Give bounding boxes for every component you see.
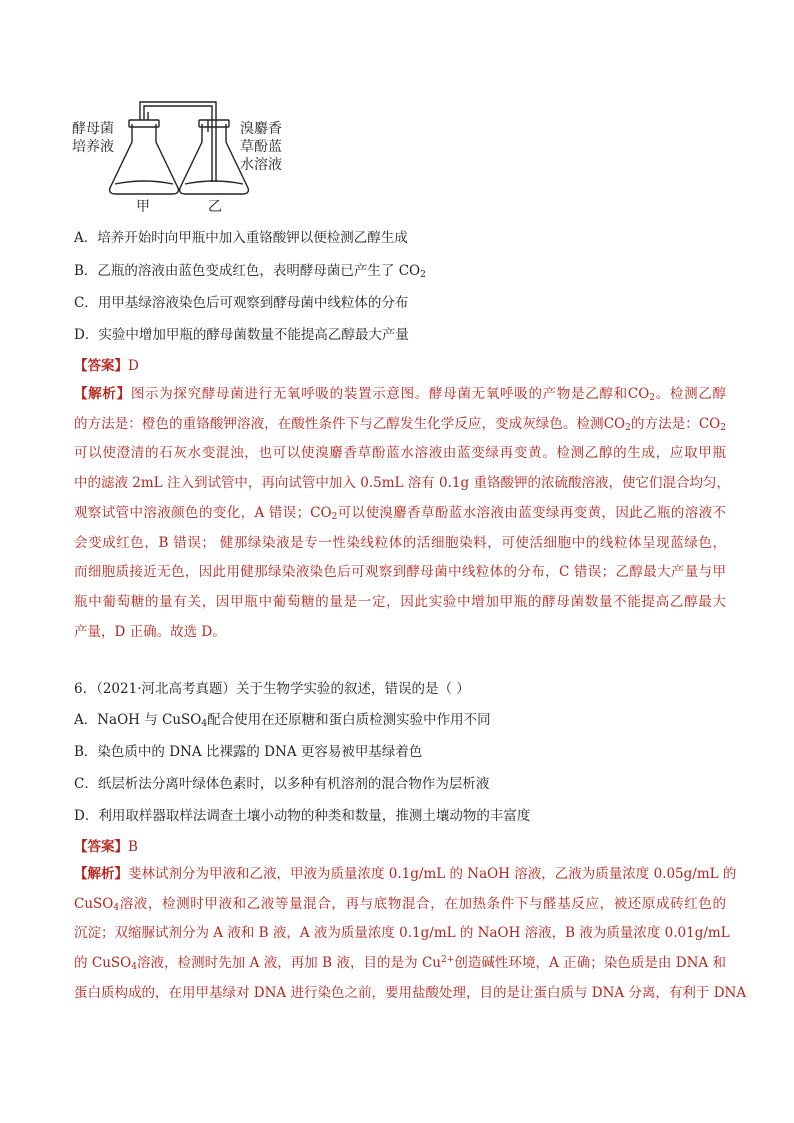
q5-option-d: D．实验中增加甲瓶的酵母菌数量不能提高乙醇最大产量: [74, 327, 409, 343]
subscript: 2: [625, 422, 631, 433]
figure-label-bromothymol: [240, 120, 282, 174]
analysis-line: 产量，D 正确。故选 D。: [74, 623, 226, 640]
analysis-line: [74, 410, 726, 440]
apparatus-figure: [70, 92, 300, 222]
q5-analysis: [74, 380, 730, 647]
flask-label-b: 乙: [208, 199, 222, 215]
answer-tag: 【答案】: [74, 839, 128, 855]
analysis-line: 会变成红色，B 错误； 健那绿染液是专一性染线粒体的活细胞染料，可使活细胞中的线粒体呈现蓝绿色，: [74, 534, 726, 551]
q6-option-a: [74, 711, 491, 729]
text: 配合使用在还原糖和蛋白质检测实验中作用不同: [207, 712, 491, 728]
text: 斐林试剂分为甲液和乙液，甲液为质量浓度 0.1g/mL 的 NaOH 溶液，乙液为质量浓度 0.05g/mL 的: [128, 866, 737, 882]
text: 观察试管中溶液颜色的变化，A 错误；CO: [74, 504, 332, 521]
label-line: 草酚蓝: [240, 139, 282, 155]
analysis-line: 中的滤液 2mL 注入到试管中，再向试管中加入 0.5mL 溶有 0.1g 重铬酸钾的浓硫酸溶液，使它们混合均匀，: [74, 475, 730, 492]
text: A．NaOH 与 CuSO: [74, 712, 202, 728]
text: 的方法是：CO: [630, 415, 721, 432]
subscript: 2: [649, 393, 655, 403]
superscript: 2+: [441, 955, 455, 966]
q5-option-a: A．培养开始时向甲瓶中加入重铬酸钾以便检测乙醇生成: [74, 230, 408, 246]
text: 可以使溴麝香草酚蓝水溶液由蓝变绿再变黄，因此乙瓶的溶液不: [337, 504, 727, 521]
analysis-line: 可以使澄清的石灰水变混浊，也可以使溴麝香草酚蓝水溶液由蓝变绿再变黄。检测乙醇的生成，应取甲瓶: [74, 445, 726, 462]
analysis-line: [74, 380, 726, 410]
analysis-line: 而细胞质接近无色，因此用健那绿染液染色后可观察到酵母菌中线粒体的分布，C 错误；乙醇最大产量与甲: [74, 564, 726, 581]
text: 的方法是：橙色的重铬酸钾溶液，在酸性条件下与乙醇发生化学反应，变成灰绿色。检测CO: [74, 415, 626, 432]
analysis-line: [74, 949, 726, 979]
text: 创造碱性环境，A 正确；染色质是由 DNA 和: [454, 955, 726, 972]
q6-answer: [74, 838, 138, 856]
label-line: 水溶液: [240, 157, 282, 173]
q6-option-b: B．染色质中的 DNA 比裸露的 DNA 更容易被甲基绿着色: [74, 744, 423, 760]
subscript: 2: [720, 422, 726, 433]
subscript: 4: [131, 962, 137, 973]
label-line: 酵母菌: [72, 121, 114, 137]
q5-option-c: C．用甲基绿溶液染色后可观察到酵母菌中线粒体的分布: [74, 295, 409, 311]
text: CuSO: [74, 895, 114, 912]
q6-stem: 6．（2021·河北高考真题）关于生物学实验的叙述，错误的是（ ）: [74, 681, 470, 697]
answer-value: D: [128, 358, 139, 374]
text: 溶液，检测时甲液和乙液等量混合，再与底物混合，在加热条件下与醛基反应，被还原成砖红色的: [119, 895, 726, 912]
subscript: 2: [331, 511, 338, 522]
subscript: 4: [201, 719, 208, 729]
q6-analysis: [74, 860, 747, 1009]
q5-option-b: [74, 262, 426, 280]
flask-label-a: 甲: [136, 199, 150, 215]
subscript: 4: [113, 902, 120, 913]
text: 图示为探究酵母菌进行无氧呼吸的装置示意图。酵母菌无氧呼吸的产物是乙醇和CO: [130, 386, 650, 402]
label-line: 培养液: [72, 139, 114, 155]
analysis-line: 蛋白质构成的，在用甲基绿对 DNA 进行染色之前，要用盐酸处理，目的是让蛋白质与 DNA 分离，有利于 DNA: [74, 984, 747, 1001]
option-text: B．乙瓶的溶液由蓝色变成红色，表明酵母菌已产生了 CO: [74, 263, 421, 279]
subscript: 2: [420, 270, 426, 280]
analysis-line: [74, 890, 726, 920]
q6-option-d: D．利用取样器取样法调查土壤小动物的种类和数量，推测土壤动物的丰富度: [74, 808, 531, 824]
q6-option-c: C．纸层析法分离叶绿体色素时，以多种有机溶剂的混合物作为层析液: [74, 776, 490, 792]
analysis-line: [74, 860, 737, 890]
q5-answer: [74, 357, 139, 375]
analysis-tag: 【解析】: [74, 386, 131, 402]
analysis-line: 沉淀；双缩脲试剂分为 A 液和 B 液，A 液为质量浓度 0.1g/mL 的 NaOH 溶液，B 液为质量浓度 0.01g/mL: [74, 925, 730, 942]
label-line: 溴麝香: [240, 121, 282, 137]
text: 。检测乙醇: [655, 386, 727, 402]
text: 的 CuSO: [74, 955, 132, 972]
text: 溶液，检测时先加 A 液，再加 B 液，目的是为 Cu: [136, 955, 441, 972]
answer-tag: 【答案】: [74, 358, 128, 374]
answer-value: B: [128, 839, 138, 855]
analysis-line: 瓶中葡萄糖的量有关，因甲瓶中葡萄糖的量是一定，因此实验中增加甲瓶的酵母菌数量不能提高乙醇最大: [74, 593, 726, 610]
figure-label-yeast: [72, 120, 114, 156]
analysis-tag: 【解析】: [74, 866, 128, 882]
analysis-line: [74, 499, 726, 529]
